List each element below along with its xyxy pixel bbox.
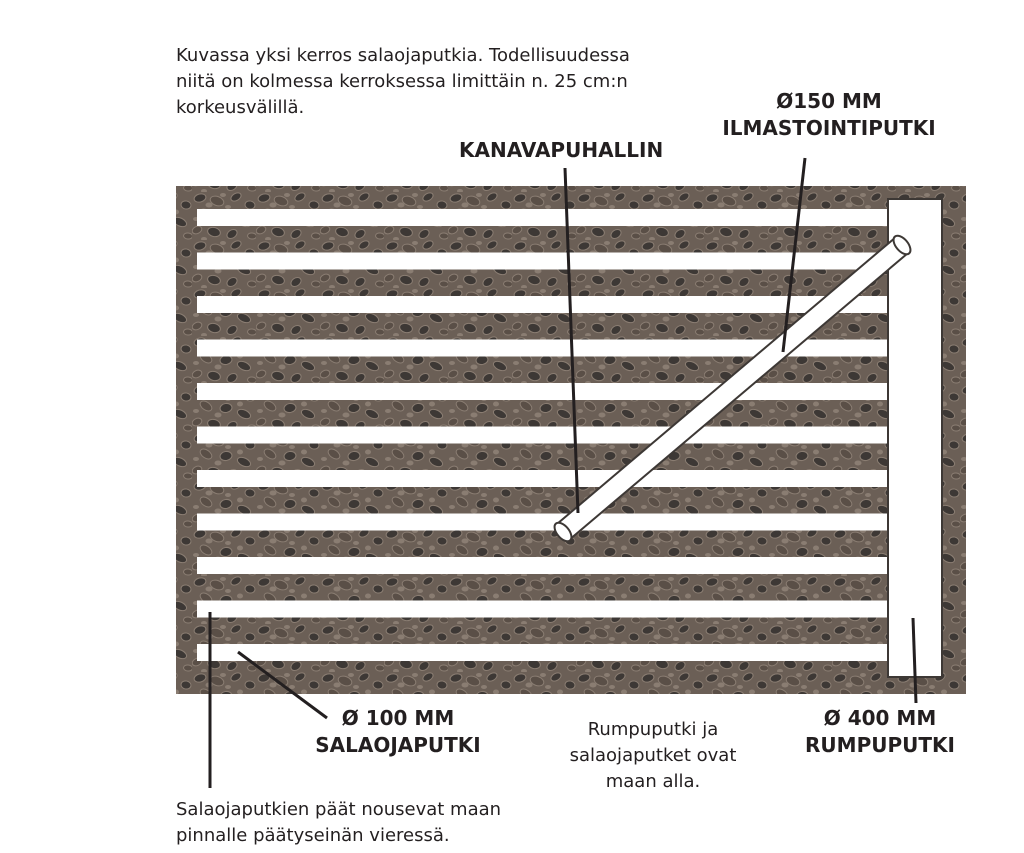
drain-pipe xyxy=(197,296,888,313)
intro-note-line: niitä on kolmessa kerroksessa limittäin n. 25 cm:n xyxy=(176,71,628,92)
drain-pipe xyxy=(197,557,888,574)
pipe-ends-note-line: Salaojaputkien päät nousevat maan xyxy=(176,799,502,820)
pipe-ends-note-line: pinnalle päätyseinän vieressä. xyxy=(176,825,450,846)
drain-pipe xyxy=(197,209,888,226)
underground-note-line: maan alla. xyxy=(605,771,701,792)
vent-pipe-size: Ø150 MM xyxy=(776,89,882,113)
drain-pipe xyxy=(197,383,888,400)
drain-pipe xyxy=(197,253,888,270)
underground-note-line: Rumpuputki ja xyxy=(587,719,719,740)
culvert-name: RUMPUPUTKI xyxy=(805,733,955,757)
drain-pipe xyxy=(197,470,888,487)
culvert-pipe xyxy=(888,199,942,677)
underground-note xyxy=(548,717,758,795)
underground-note-line: salaojaputket ovat xyxy=(569,745,737,766)
fan-label-text: KANAVAPUHALLIN xyxy=(459,138,664,162)
intro-note-line: korkeusvälillä. xyxy=(176,97,305,118)
drain-pipe-name: SALAOJAPUTKI xyxy=(315,733,481,757)
drain-pipe xyxy=(197,427,888,444)
pipe-ends-note xyxy=(176,797,501,849)
drain-pipe xyxy=(197,644,888,661)
drain-pipe xyxy=(197,601,888,618)
drain-pipe-size: Ø 100 MM xyxy=(341,706,455,730)
drain-pipe-label xyxy=(300,705,496,759)
drain-pipe xyxy=(197,514,888,531)
fan-label xyxy=(459,137,663,164)
culvert-label xyxy=(792,705,968,759)
vent-pipe-name: ILMASTOINTIPUTKI xyxy=(722,116,936,140)
intro-note-line: Kuvassa yksi kerros salaojaputkia. Todellisuudessa xyxy=(176,45,630,66)
culvert-size: Ø 400 MM xyxy=(823,706,937,730)
intro-note xyxy=(176,43,630,121)
vent-pipe-label xyxy=(716,88,942,142)
